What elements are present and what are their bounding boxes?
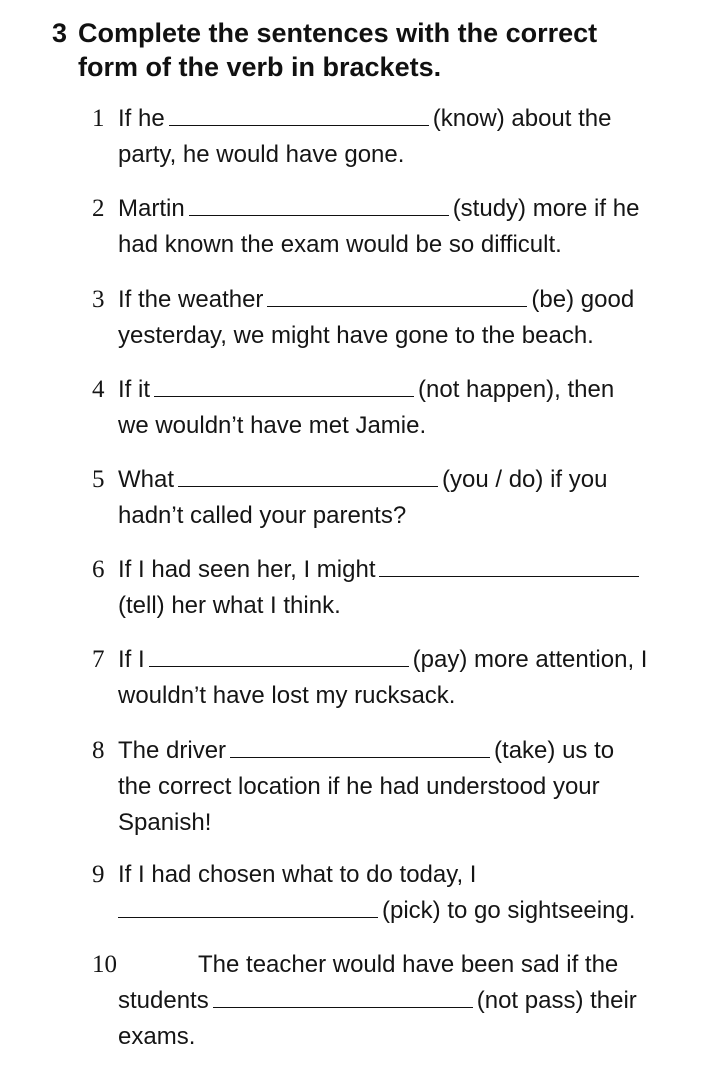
item-text-before: students <box>118 987 209 1014</box>
exercise-heading <box>52 16 692 84</box>
item-number: 2 <box>92 195 105 222</box>
exercise-number: 3 <box>52 18 68 48</box>
item-text-before: If I had seen her, I might <box>118 556 376 583</box>
item-text-before: If it <box>118 376 151 403</box>
item-text-after: (pick) to go sightseeing. <box>382 897 636 924</box>
exercise-item-8 <box>92 733 702 841</box>
item-text-before: Martin <box>118 195 185 222</box>
answer-blank[interactable] <box>118 897 378 918</box>
item-text-after: (pay) more attention, I <box>412 646 648 673</box>
exercise-item-5 <box>92 462 702 534</box>
item-line-2: (tell) her what I think. <box>118 592 341 619</box>
item-number: 9 <box>92 861 105 888</box>
item-number: 1 <box>92 105 105 132</box>
exercise-item-3 <box>92 282 702 354</box>
answer-blank[interactable] <box>178 466 438 487</box>
exercise-item-7 <box>92 642 702 714</box>
item-text-after: (not happen), then <box>418 376 615 403</box>
answer-blank[interactable] <box>379 556 639 577</box>
item-line-3: Spanish! <box>118 809 212 836</box>
item-text-after: (study) more if he <box>452 195 640 222</box>
item-line-1 <box>118 101 702 137</box>
exercise-title-line1: Complete the sentences with the correct <box>78 18 598 48</box>
item-line-2: yesterday, we might have gone to the beach. <box>118 322 594 349</box>
exercise-item-4 <box>92 372 702 444</box>
item-line-1 <box>118 642 702 678</box>
item-text-after: (take) us to <box>494 737 615 764</box>
item-number: 4 <box>92 376 105 403</box>
exercise-title-line2: form of the verb in brackets. <box>78 52 442 82</box>
answer-blank[interactable] <box>149 646 409 667</box>
answer-blank[interactable] <box>189 195 449 216</box>
item-text-before: If I <box>118 646 145 673</box>
item-text-before: If he <box>118 105 165 132</box>
answer-blank[interactable] <box>230 737 490 758</box>
item-line-2: wouldn’t have lost my rucksack. <box>118 682 456 709</box>
item-line-3: exams. <box>118 1023 196 1050</box>
item-line-1: The teacher would have been sad if the <box>198 951 619 978</box>
item-line-1 <box>118 462 702 498</box>
item-line-1 <box>118 282 702 318</box>
item-text-after: (know) about the <box>432 105 612 132</box>
item-text-before: The driver <box>118 737 227 764</box>
exercise-item-6 <box>92 552 702 624</box>
item-text-before: What <box>118 466 175 493</box>
item-number: 8 <box>92 737 105 764</box>
item-line-1: If I had chosen what to do today, I <box>118 861 477 888</box>
item-line-2: the correct location if he had understood your <box>118 773 600 800</box>
item-line-2: party, he would have gone. <box>118 141 405 168</box>
item-line-2: we wouldn’t have met Jamie. <box>118 412 427 439</box>
item-line-1 <box>118 191 702 227</box>
item-text-after: (not pass) their <box>476 987 637 1014</box>
item-number: 10 <box>92 951 117 978</box>
answer-blank[interactable] <box>169 105 429 126</box>
item-number: 6 <box>92 556 105 583</box>
item-text-after: (be) good <box>531 286 635 313</box>
item-line-1 <box>118 372 702 408</box>
exercise-item-1 <box>92 101 702 173</box>
exercise-item-2 <box>92 191 702 263</box>
item-number: 5 <box>92 466 105 493</box>
answer-blank[interactable] <box>267 286 527 307</box>
exercise-item-9 <box>92 857 702 929</box>
item-line-2: had known the exam would be so difficult. <box>118 231 562 258</box>
item-line-2: hadn’t called your parents? <box>118 502 407 529</box>
item-text-before: If the weather <box>118 286 264 313</box>
item-number: 7 <box>92 646 105 673</box>
answer-blank[interactable] <box>154 376 414 397</box>
exercise-item-10 <box>92 947 702 1055</box>
item-line-1 <box>118 552 702 588</box>
item-text-after: (you / do) if you <box>442 466 608 493</box>
item-line-2 <box>118 893 702 929</box>
item-line-2 <box>118 983 702 1019</box>
item-line-1 <box>118 733 702 769</box>
answer-blank[interactable] <box>213 987 473 1008</box>
item-number: 3 <box>92 286 105 313</box>
